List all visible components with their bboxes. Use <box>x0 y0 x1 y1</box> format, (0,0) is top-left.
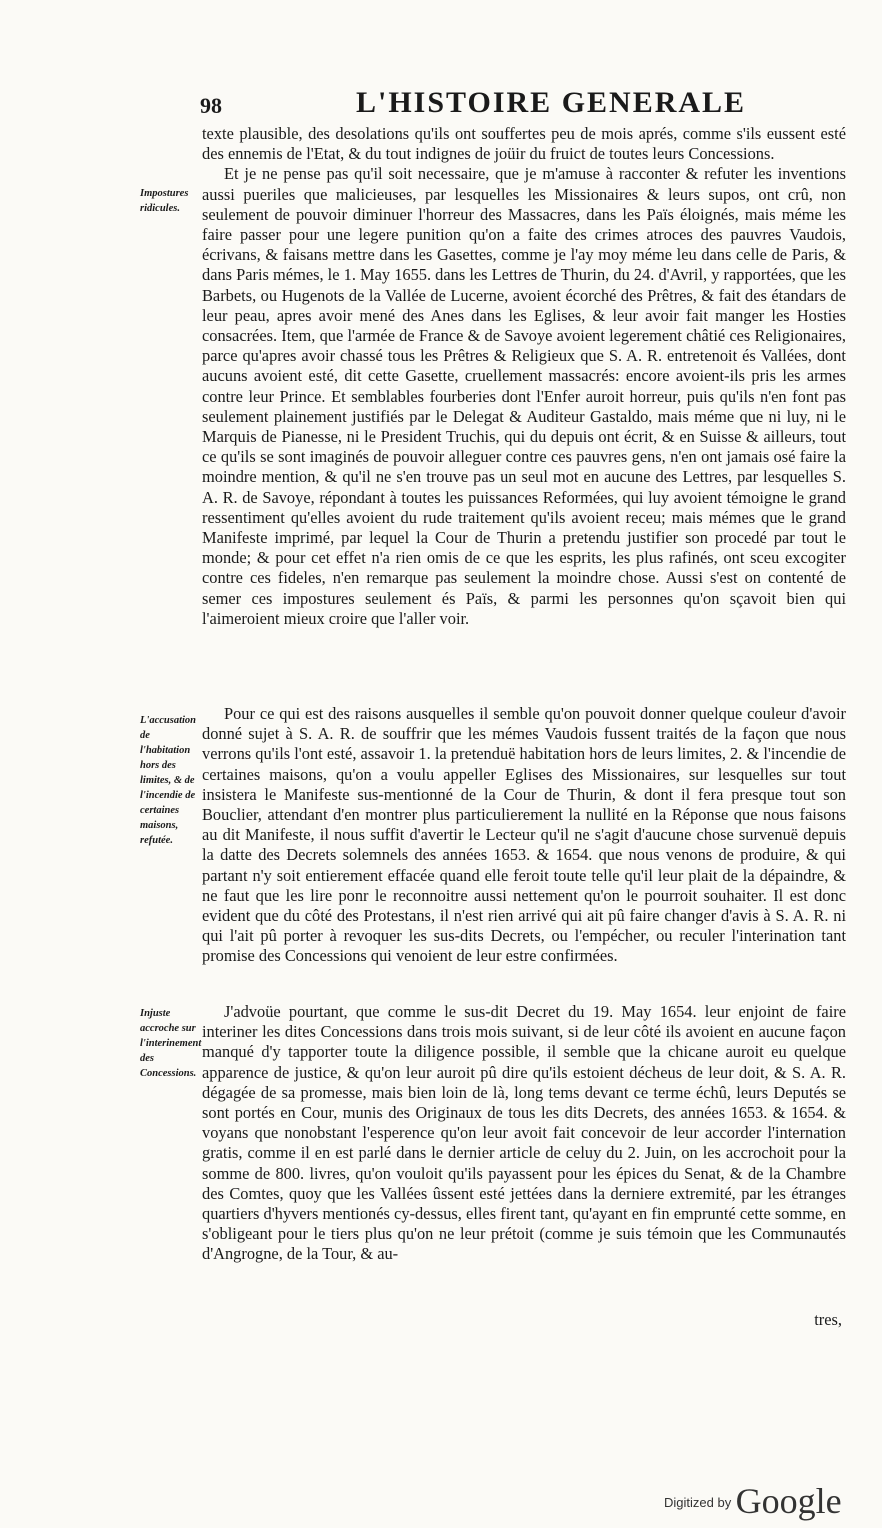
margin-note: L'accusation de l'habitation hors des limites, & de l'incendie de certaines maisons, refutée. <box>140 715 197 846</box>
paragraph: texte plausible, des desolations qu'ils ont souffertes peu de mois aprés, comme s'ils eussent esté des ennemis de l'Etat, & du tout indignes de joüir du fruict de toutes leurs Concessions. <box>202 124 846 164</box>
body-text <box>202 1002 846 1265</box>
google-logo: Google <box>735 1481 842 1521</box>
paragraph: Et je ne pense pas qu'il soit necessaire, que je m'amuse à racconter & refuter les inventions aussi pueriles que malicieuses, par lesquelles les Missionaires & leurs supos, ont crû, non seulement de pouvoir diminuer l'horreur des Massacres, dans les Païs éloignés, mais méme les faire passer pour une legere punition qu'on a faite des crimes atroces des pauvres Vaudois, écrivans, & faisans mettre dans les Gasettes, comme je l'ay moy méme leu dans celle de Paris, & dans Paris mémes, le 1. May 1655. dans les Lettres de Thurin, du 24. d'Avril, y rapportées, que les Barbets, ou Hugenots de la Vallée de Lucerne, avoient écorché des Prêtres, & fait des étandars de leur peau, apres avoir mené des Anes dans les Eglises, & leur avoir fait manger les Hosties consacrées. Item, que l'armée de France & de Savoye avoient legerement châtié ces Religionaires, parce qu'apres avoir chassé tous les Prêtres & Religieux que S. A. R. entretenoit és Vallées, dont aucuns avoient esté, dit cette Gasette, cruellement massacrés: encore avoient-ils pris les armes contre leur Prince. Et semblables fourberies dont l'Enfer auroit horreur, puis qu'ils n'en font pas seulement plainement justifiés par le Delegat & Auditeur Gastaldo, mais méme que ni luy, ni le Marquis de Pianesse, ni le President Truchis, qui du depuis ont écrit, & en Suisse & ailleurs, tout ce qu'ils se sont imaginés de pouvoir alleguer contre ces pauvres gens, n'en ont jamais osé faire la moindre mention, & qu'il ne s'en trouve pas un seul mot en aucune des Lettres, par lesquelles S. A. R. de Savoye, répondant à toutes les puissances Reformées, qui luy avoient témoigne le grand ressentiment qu'elles avoient du rude traitement qu'ils avoient receu; mais mémes que le grand Manifeste imprimé, par lequel la Cour de Thurin a pretendu justifier son procedé par tout le monde; & pour cet effet n'a rien omis de ce que les esprits, les plus rafinés, ont sceu excogiter contre ces fideles, n'en remarque pas seulement la moindre chose. Aussi s'est on contenté de semer ces impostures seulement és Païs, & parmi les personnes qu'on sçavoit bien qui l'aimeroient mieux croire que l'aller voir. <box>202 164 846 628</box>
digitization-watermark <box>664 1480 842 1522</box>
watermark-prefix: Digitized by <box>664 1495 732 1510</box>
running-title: L'HISTOIRE GENERALE <box>356 86 747 119</box>
margin-note: Impostures ridicules. <box>140 188 189 214</box>
catchword: tres, <box>814 1310 842 1329</box>
margin-note: Injuste accroche sur l'interinement des Concessions. <box>140 1008 202 1079</box>
body-text <box>202 124 846 629</box>
paragraph: J'advoüe pourtant, que comme le sus-dit Decret du 19. May 1654. leur enjoint de faire interiner les dites Concessions dans trois mois suivant, si de leur côté ils avoient en aucune façon manqué d'y tapporter toute la diligence possible, il semble que la chicane auroit eu quelque apparence de justice, & qu'on leur auroit pû dire qu'ils estoient décheus de leur doit, & S. A. R. dégagée de sa promesse, mais bien loin de là, long tems devant ce terme échû, leurs Deputés se sont portés en Cour, munis des Originaux de tous les dits Decrets, des années 1653. & 1654. & voyans que nonobstant l'esperence qu'on leur avoit fait concevoir de leur accorder l'internation gratis, comme il en est parlé dans le dernier article de celuy du 2. Juin, on les accrochoit pour la somme de 800. livres, qu'on vouloit qu'ils payassent pour les épices du Senat, & de la Chambre des Comtes, quoy que les Vallées ûssent esté jettées dans la derniere extremité, par les étranges quartiers d'hyvers mentionés cy-dessus, elles firent tant, qu'ayant en fin emprunté cette somme, en s'obligeant pour le tiers plus qu'on ne leur prétoit (comme je suis témoin que les Communautés d'Angrogne, de la Tour, & au- <box>202 1002 846 1264</box>
page-number: 98 <box>200 93 222 118</box>
body-text <box>202 704 846 967</box>
paragraph: Pour ce qui est des raisons ausquelles il semble qu'on pouvoit donner quelque couleur d'avoir donné sujet à S. A. R. de souffrir que les mémes Vaudois fussent traités de la façon que nous verrons qu'ils l'ont esté, assavoir 1. la pretenduë habitation hors de leurs limites, 2. & l'incendie de certaines maisons, qu'on a voulu appeller Eglises des Missionaires, sur lesquelles sur tout insistera le Manifeste sus-mentionné de la Cour de Thurin, & dont il fera presque tout son Bouclier, attendant d'en montrer plus particulierement la nullité en la Réponse que nous faisons au dit Manifeste, il nous suffit d'avertir le Lecteur qu'il ne s'agit d'aucune chose survenuë depuis la datte des Decrets solemnels des années 1653. & 1654. que nous venons de produire, & qui partant n'y soit entierement effacée quand elle feroit toute telle qu'il leur plait de la dépaindre, & ne faut que les lire ponr le reconnoitre aussi nettement qu'on le pourroit souhaiter. Il est donc evident que du côté des Protestans, il n'est rien arrivé qui ait pû faire changer d'avis à S. A. R. ni qui l'ait pû porter à revoquer les sus-dits Decrets, ou l'empécher, ou reculer l'interination tant promise des Concessions qui venoient de leur estre confirmées. <box>202 704 846 966</box>
